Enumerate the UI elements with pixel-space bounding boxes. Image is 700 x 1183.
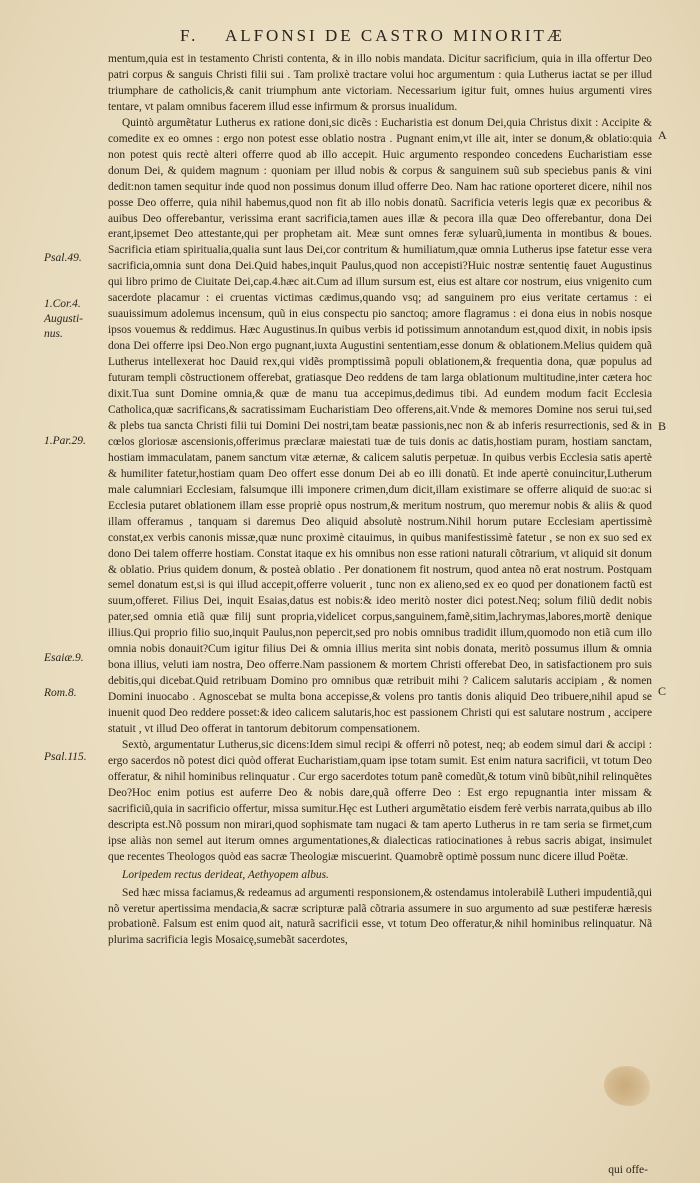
running-title: ALFONSI DE CASTRO MINORITÆ <box>224 26 566 45</box>
section-letter: B <box>658 419 667 433</box>
margin-note: Psal.115. <box>44 751 87 763</box>
section-letter: C <box>658 684 667 698</box>
page-mark: F. <box>180 26 199 45</box>
section-letter: A <box>658 128 667 142</box>
paper-stain <box>604 1066 650 1106</box>
margin-note: Psal.49. <box>44 252 82 264</box>
margin-note: 1.Par.29. <box>44 435 86 447</box>
margin-note: Esaiæ.9. <box>44 652 84 664</box>
paragraph: Sextò, argumentatur Lutherus,sic dicens:Idem simul recipi & offerri nõ potest, neq; ab eodem simul dari & accipi : ergo sacerdos nõ potest dici quòd offerat Eucharistiam,quam ipse totam sumit. Est enim natura sacrificii, vt totum Deo offeratur, & nihil hominibus relinquatur . Cur ergo sacerdotes totum panẽ comedũt,& totum vinũ bibũt,nihil relinquẽtes Deo?Hoc enim potius est auferre Deo & nobis dare,quã offerre Deo : Est ergo repugnantia inter missam & sacrificiũ,quia in sacrificio offertur, missa sumitur.Hęc est Lutheri argumẽtatio eisdem ferè verbis narrata,quibus ab illo descripta est.Nõ possum non mirari,quod sophismate tam nugaci & tam aperto Lutherus in re tam seria se firmet,cum ipse aliàs non semel aut iterum omnes argumentationes,& dialecticas ratiocinationes à rebus sacris abigat, insimulet que recentes Theologos quòd eas sacræ Theologiæ miscuerint. Quamobrẽ optimè possum nunc dicere illud Poëtæ. <box>108 738 652 863</box>
catchword: qui offe- <box>608 1164 648 1176</box>
margin-note: nus. <box>44 328 63 340</box>
poet-quote: Loripedem rectus derideat, Aethyopem albus. <box>122 868 329 881</box>
paragraph: Sed hæc missa faciamus,& redeamus ad argumenti responsionem,& ostendamus intolerabilẽ Lutheri impudentiã,qui nõ veretur apertissima mendacia,& sacræ scripturæ palã cõtraria assumere in suo argumento ad suæ pestiferæ hæresis probationẽ. Falsum est enim quod ait, naturã sacrificii esse, vt totum Deo offeratur,& nihil hominibus relinquatur. Nã plurima sacrificia legis Mosaicę,sumebãt sacerdotes, <box>108 886 652 947</box>
running-header <box>180 26 605 46</box>
margin-note: Augusti- <box>44 313 83 325</box>
margin-note: Rom.8. <box>44 687 77 699</box>
main-text <box>108 52 652 949</box>
margin-note: 1.Cor.4. <box>44 298 81 310</box>
paragraph: Quintò argumẽtatur Lutherus ex ratione doni,sic dicẽs : Eucharistia est donum Dei,quia Christus dixit : Accipite & comedite ex eo omnes : ergo non potest esse oblatio nostra . Pugnant enim,vt ille ait, inter se donum,& oblatio:quia non potest quis rectè alteri offerre quod ab illo accepit. Huic argumento respondeo concedens Eucharistiam esse donum Dei, & quidem magnum : quoniam per illud nobis & corpus & sanguinem suũ sub speciebus panis & vini dedit:non tamen sequitur inde quod non possimus donum illud offerre Deo. Nam hac ratione oporteret dicere, nihil nos posse Deo offerre, quia nihil habemus,quod non fit ab illo nobis donatũ. Sacrificia veteris legis quæ ex pecoribus & auibus Deo offerebantur, verissima erant sacrificia,tamen aues illæ & pecora illa quæ Deo offerebantur, dona Dei erant,ipsemet Deo attestante,qui per prophetam ait. Meæ sunt omnes feræ syluarũ,iumenta in montibus & boues. Sacrificia etiam spiritualia,qualia sunt laus Dei,cor contritum & humiliatum,quæ omnia Lutherus ipse fatetur esse vera sacrificia,omnia sunt dona Dei.Quid habes,inquit Paulus,quod non accepisti?Huic nostræ sententię fauet Augustinus qui libro primo de Ciuitate Dei,cap.4.hæc ait.Cum ad illum sursum est, eius est altare cor nostrum, eius vnigenito cum sacerdote placamur : ei cruentas victimas cædimus,quando vsq; ad sanguinem pro eius veritate certamus : ei suauissimum adolemus incensum, quũ in eius conspectu pio sanctoq; amore flagramus : ei dona eius in nobis nosque ipsos vouemus & reddimus. Hæc Augustinus.In quibus verbis id potissimum annotandum est,quod dixit, in nobis ipsis dona Dei offerre ipsi Deo.Non ergo pugnant,iuxta Augustini sententiam,esse donum & oblationem.Melius quidem quã Lutherus intellexerat hoc Dauid rex,qui vidẽs promptissimã populi oblationem,& frequentia dona, quæ populus ad futuram templi cõstructionem offerebat, gratiasque Deo reddens de tam larga oblationum multitudine,inter cætera hoc dixit.Tua sunt Domine omnia,& quæ de manu tua accepimus,dedimus tibi. Ad eundem modum facit Ecclesia Catholica,quæ sacrificans,& sacratissimam Eucharistiam Deo offerens,ait.Vnde & memores Domine nos serui tui,sed & plebs tua sancta Christi filii tui Domini Dei nostri,tam beatæ passionis,nec non & ab inferis resurrectionis, sed & in cœlos gloriosæ ascensionis,offerimus præclaræ maiestati tuæ de tuis donis ac datis,hostiam puram, hostiam sanctam, hostiam immaculatam, panem sanctum vitæ æternæ, & calicem salutis perpetuæ. In quibus verbis Ecclesia satis apertè & humiliter fatetur,hostiam quam Deo offert esse donum Dei ab eo illi donatũ. Et inde apertè conuincitur,Lutherum male calumniari Ecclesiam, falsumque illi imponere crimen,dum dicit,illam existimare se offerre aliquid de suo:ac si Ecclesia putaret oblationem illam esse propriè opus nostrum,& meritum nostrum, quo meremur nobis & aliis & quod illam offeramus , tanquam si daremus Deo aliquid absolutè nostrum.Nihil horum putare Ecclesiam apertissimè constat,ex verbis canonis missæ,quæ nunc proximè citauimus, in quibus manifestissimè fatetur , se non ex suo sed ex dono Dei talem offerre hostiam. Constat itaque ex his omnibus non esse rationi naturali cõtrarium, vt aliquid sit donum & oblatio. Prius quidem donum, & posteà oblatio . Per donationem fit nostrum, quod antea nõ erat nostrum. Postquam semel donatum est,si is qui illud accepit,offerre voluerit , tunc non ex alieno,sed ex eo quod per donationem factũ est suum,offeret. Filius Dei, inquit Esaias,datus est nobis:& ideo meritò noster dici potest.Neq; solum filiũ dedit nobis pater,sed omnia etiã quæ filij sunt propria,videlicet corpus,sanguinem,famẽ,sitim,lachrymas,labores,mortẽ denique illius.Qui proprio filio suo,inquit Paulus,non pepercit,sed pro nobis omnibus tradidit illum,quomodo non etiã cum illo omnia nobis donauit?Cum igitur filius Dei & omnia illius merita sint nobis donata, meritò possumus illum & omnia bona illius, veluti iam nostra, Deo offerre.Nam passionem & mortem Christi offerebat Deo, in satisfactionem pro suis debitis,qui dicebat.Quid retribuam Domino pro omnibus quæ retribuit mihi ? Calicem salutaris accipiam , & nomen Domini inuocabo . Agnoscebat se multa bona accepisse,& volens pro tantis donis aliquid Deo tribuere,nihil apud se inuenit quod Deo reddere posset:& ideo calicem salutaris,hoc est passionem Christi qui est salutare nostrum , accipere statuit , vt illud Deo offerat in tantorum debitorum compensationem. <box>108 116 652 736</box>
paragraph: mentum,quia est in testamento Christi contenta, & in illo nobis mandata. Dicitur sacrificium, quia in illa offertur Deo patri corpus & sanguis Christi filii sui . Tam prolixè tractare volui hoc argumentum : quia Lutherus iactat se per illud triumphare de catholicis,& canit triumphum ante victoriam. Necessarium igitur fuit, omnes huius argumenti vires tentare, vt palam omnibus facerem illud esse infirmum & prorsus inualidum. <box>108 53 652 113</box>
